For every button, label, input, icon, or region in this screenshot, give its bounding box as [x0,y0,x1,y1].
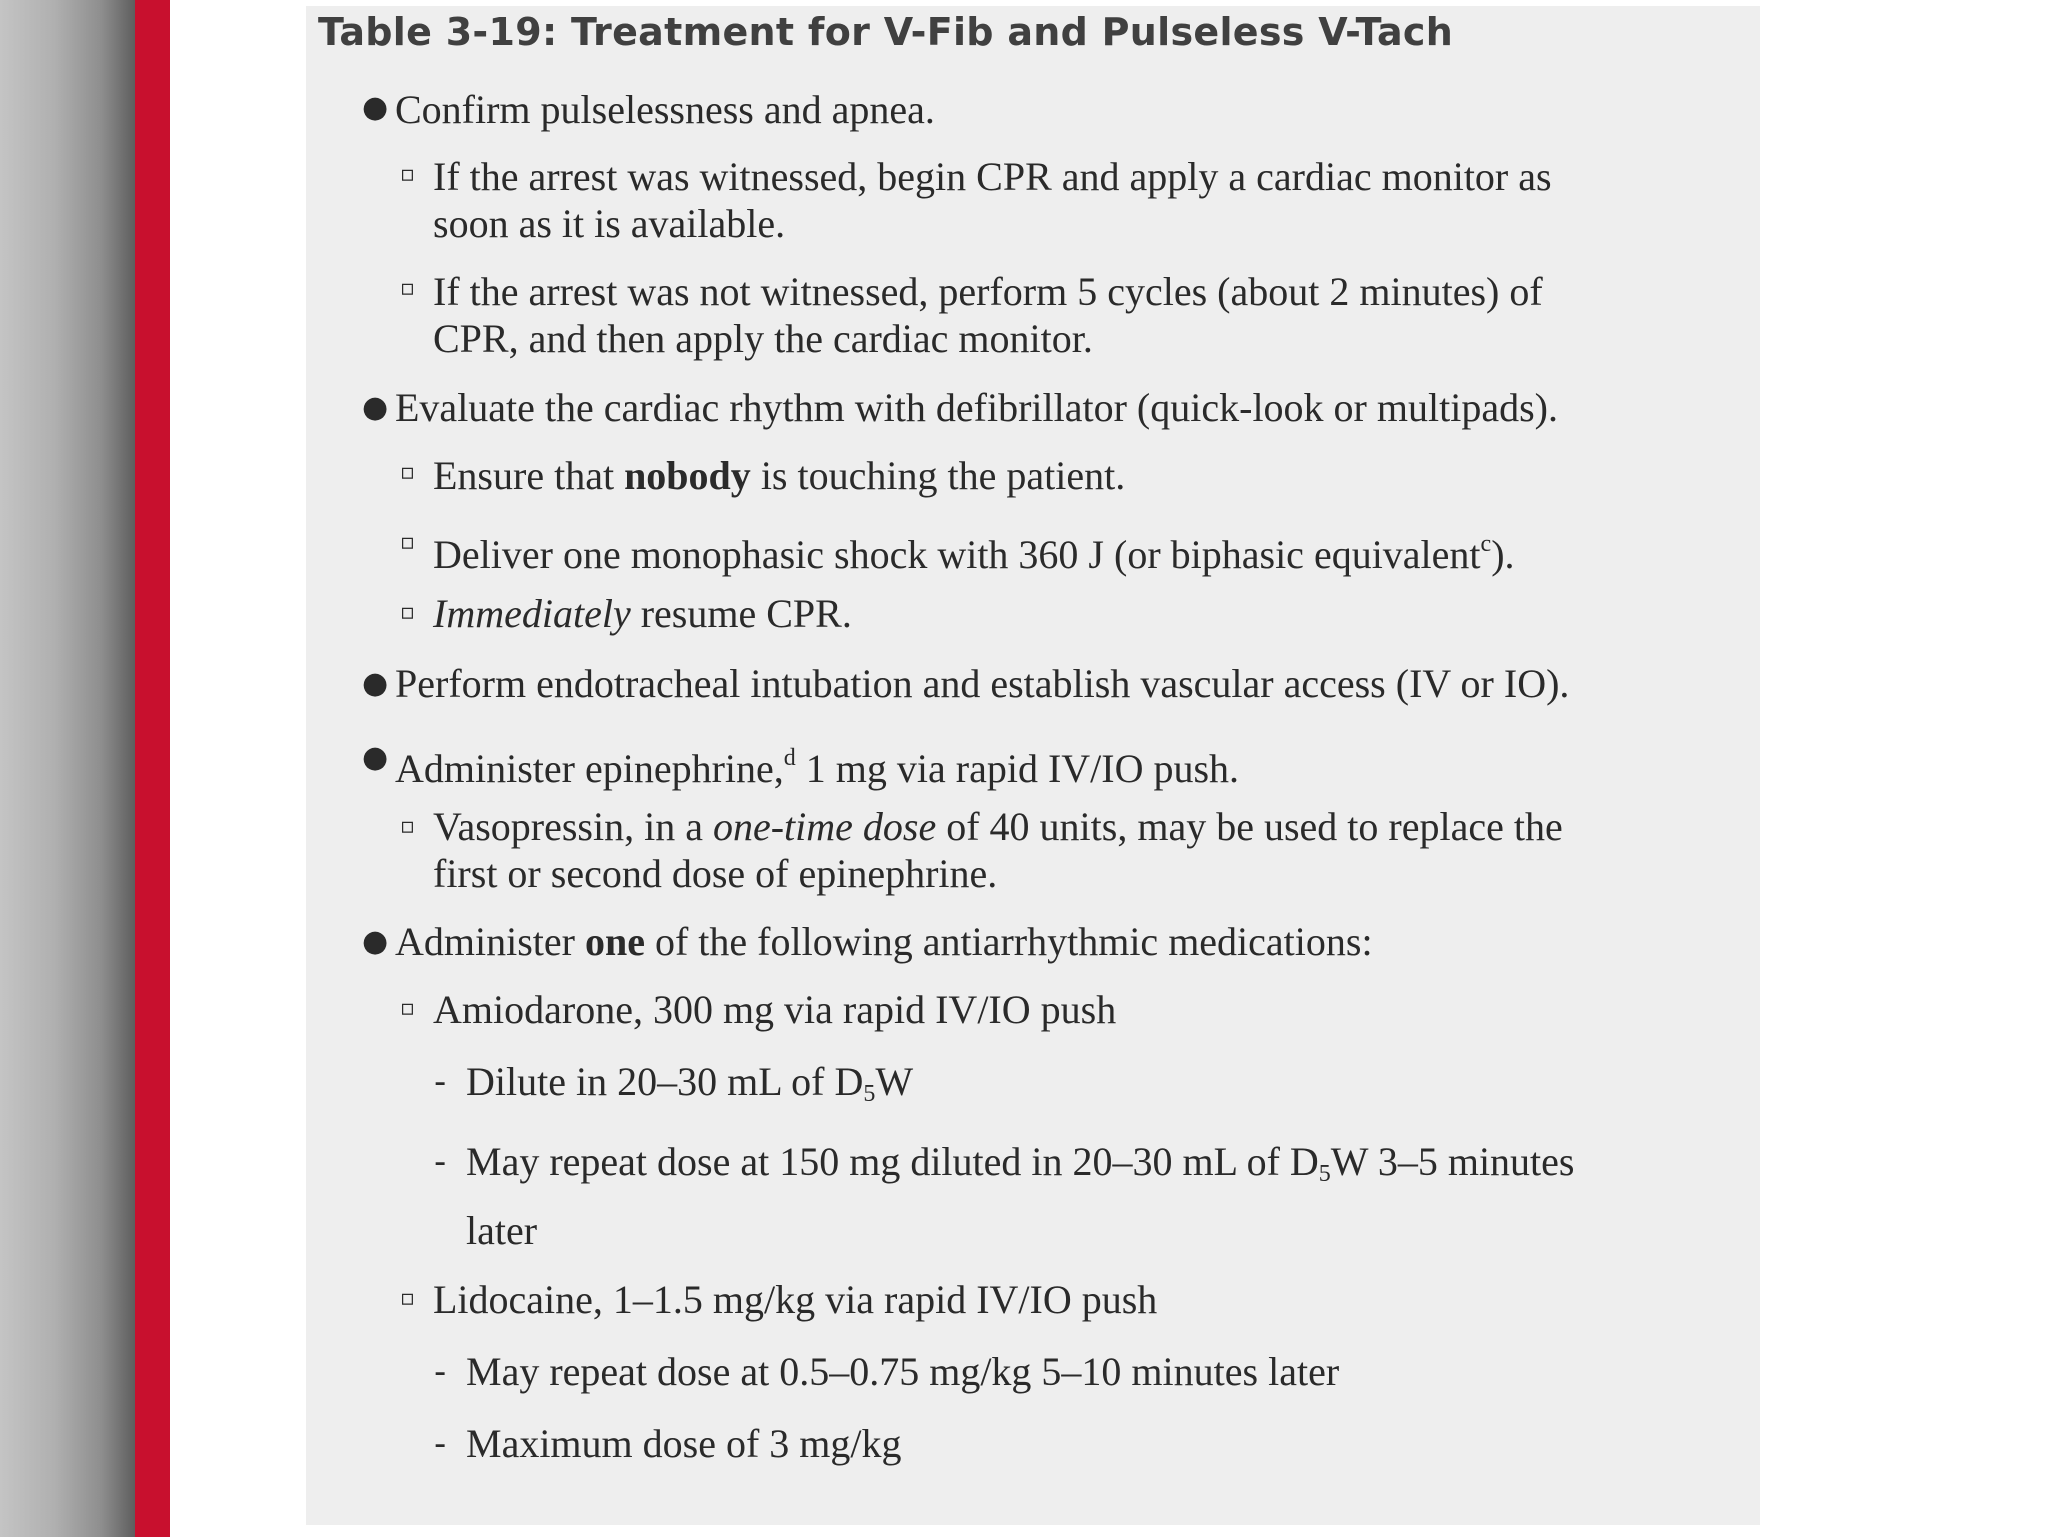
bullet-dot: ● [362,924,389,959]
item-administer-epinephrine: Administer epinephrine,$^d$ 1 mg via rapid IV/IO push. [395,745,1240,791]
item-unwitnessed-arrest-line1: If the arrest was not witnessed, perform 5 cycles (about 2 minutes) of [433,269,1543,314]
item-lidocaine: Lidocaine, 1–1.5 mg/kg via rapid IV/IO push [433,1277,1158,1322]
bullet-dot: ● [362,666,389,701]
item-resume-cpr: Immediately resume CPR. [433,591,852,636]
item-intubation-access: Perform endotracheal intubation and establish vascular access (IV or IO). [395,661,1570,706]
bullet-square: ▫ [400,600,415,625]
item-ensure-nobody-touching: Ensure that nobody is touching the patient. [433,453,1126,498]
item-lidocaine-max: Maximum dose of 3 mg/kg [466,1421,902,1466]
table-title: Table 3-19: Treatment for V-Fib and Pulseless V-Tach [318,10,1454,54]
item-amiodarone-repeat-line1: May repeat dose at 150 mg diluted in 20–30 mL of $D_5W$ 3–5 minutes [466,1139,1575,1187]
bullet-dot: ● [362,740,389,775]
bullet-dash: - [434,1352,447,1392]
item-vasopressin-line1: Vasopressin, in a one-time dose of 40 units, may be used to replace the [433,804,1563,849]
bullet-square: ▫ [400,814,415,839]
bullet-dot: ● [362,90,389,125]
item-witnessed-arrest-line2: soon as it is available. [433,201,786,246]
bullet-dot: ● [362,390,389,425]
item-deliver-shock: Deliver one monophasic shock with 360 J (or biphasic equivalent$^c$). [433,531,1515,577]
item-amiodarone: Amiodarone, 300 mg via rapid IV/IO push [433,987,1117,1032]
bullet-square: ▫ [400,996,415,1021]
bullet-dash: - [434,1142,447,1182]
left-page-edge [0,0,135,1537]
item-witnessed-arrest-line1: If the arrest was witnessed, begin CPR and apply a cardiac monitor as [433,154,1552,199]
bullet-dash: - [434,1062,447,1102]
item-amiodarone-repeat-line2: later [466,1208,538,1253]
bullet-dash: - [434,1424,447,1464]
item-unwitnessed-arrest-line2: CPR, and then apply the cardiac monitor. [433,316,1093,361]
item-vasopressin-line2: first or second dose of epinephrine. [433,851,998,896]
bullet-square: ▫ [400,276,415,301]
item-evaluate-rhythm: Evaluate the cardiac rhythm with defibrillator (quick-look or multipads). [395,385,1558,430]
bullet-square: ▫ [400,530,415,555]
item-amiodarone-dilute: Dilute in 20–30 mL of $D_5W$ [466,1059,914,1107]
item-confirm-pulselessness: Confirm pulselessness and apnea. [395,87,935,132]
item-lidocaine-repeat: May repeat dose at 0.5–0.75 mg/kg 5–10 minutes later [466,1349,1340,1394]
red-margin-bar [135,0,170,1537]
bullet-square: ▫ [400,1286,415,1311]
bullet-square: ▫ [400,460,415,485]
bullet-square: ▫ [400,162,415,187]
item-antiarrhythmic: Administer one of the following antiarrhythmic medications: [395,919,1373,964]
